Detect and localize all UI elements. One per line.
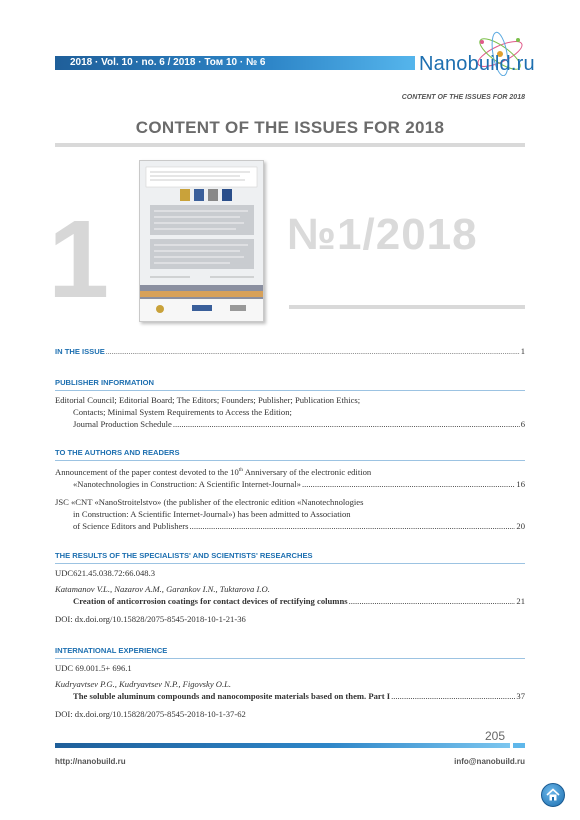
toc-entry-line[interactable] — [55, 478, 525, 490]
cover-artwork — [140, 161, 263, 321]
leader-dots — [106, 347, 520, 356]
article-title-entry[interactable] — [55, 690, 525, 702]
issue-big-number: 1 — [48, 198, 110, 321]
toc-entry-text: of Science Editors and Publishers — [73, 520, 189, 531]
page-ref: 1 — [520, 346, 525, 356]
article-title[interactable]: Creation of anticorrosion coatings for contact devices of rectifying columns — [73, 596, 348, 606]
udc-code: UDC 69.001.5+ 696.1 — [55, 663, 132, 673]
issue-number: №1/2018 — [287, 210, 478, 259]
leader-dots — [302, 478, 515, 490]
toc-in-issue[interactable] — [55, 346, 525, 356]
page-title: CONTENT OF THE ISSUES FOR 2018 — [135, 118, 445, 137]
toc-entry-line[interactable]: Editorial Council; Editorial Board; The Editors; Founders; Publisher; Publication Ethics; — [55, 395, 361, 405]
article-authors: Kudryavtsev P.G., Kudryavtsev N.P., Figovsky O.L. — [55, 679, 232, 689]
leader-dots — [391, 690, 515, 702]
section-heading: PUBLISHER INFORMATION — [55, 378, 154, 387]
toc-entry-line[interactable] — [55, 418, 525, 430]
section-rule — [55, 563, 525, 564]
toc-entry-line[interactable] — [55, 464, 525, 478]
section-heading: INTERNATIONAL EXPERIENCE — [55, 646, 168, 655]
home-button[interactable] — [541, 783, 565, 807]
leader-dots — [349, 595, 516, 607]
page-ref: 21 — [516, 596, 525, 606]
leader-dots — [190, 520, 516, 532]
section-rule — [55, 460, 525, 461]
issue-line: 2018 · Vol. 10 · no. 6 / 2018 · Том 10 · № 6 — [70, 57, 266, 68]
page-ref: 37 — [516, 691, 525, 701]
home-icon — [542, 784, 564, 806]
article-doi[interactable]: DOI: dx.doi.org/10.15828/2075-8545-2018-10-1-21-36 — [55, 614, 246, 624]
article-doi[interactable]: DOI: dx.doi.org/10.15828/2075-8545-2018-10-1-37-62 — [55, 709, 246, 719]
toc-section-publisher — [55, 378, 525, 430]
toc-entry-line[interactable]: in Construction: A Scientific Internet-Journal») has been admitted to Association — [73, 508, 351, 519]
toc-section-authors — [55, 448, 525, 532]
toc-section-international — [55, 646, 525, 720]
leader-dots — [173, 418, 520, 430]
toc-entry-text: «Nanotechnologies in Construction: A Scientific Internet-Journal» — [73, 478, 301, 489]
article-title-entry[interactable] — [55, 595, 525, 607]
toc-section-results — [55, 551, 525, 625]
section-heading: TO THE AUTHORS AND READERS — [55, 448, 180, 457]
section-rule — [55, 658, 525, 659]
issue-rule — [289, 305, 525, 309]
title-rule — [55, 143, 525, 147]
footer-url-link[interactable]: http://nanobuild.ru — [55, 757, 126, 766]
footer-bar — [55, 743, 510, 748]
footer-email-link[interactable]: info@nanobuild.ru — [454, 757, 525, 766]
toc-entry-text: Announcement of the paper contest devoted to the 10 — [55, 466, 239, 477]
article-authors: Katamanov V.L., Nazarov A.M., Garankov I.N., Tuktarova I.O. — [55, 584, 270, 594]
toc-entry-line[interactable]: Contacts; Minimal System Requirements to Access the Edition; — [73, 407, 292, 417]
toc-entry-text: Anniversary of the electronic edition — [243, 466, 372, 477]
toc-entry-line[interactable] — [55, 520, 525, 532]
page-ref: 6 — [520, 419, 525, 429]
page-number: 205 — [485, 729, 506, 743]
udc-code: UDC621.45.038.72:66.048.3 — [55, 568, 156, 578]
page-ref: 20 — [516, 520, 525, 531]
toc-entry-text: Journal Production Schedule — [73, 419, 172, 429]
toc-in-issue-title[interactable]: IN THE ISSUE — [55, 347, 105, 356]
page-ref: 16 — [516, 478, 525, 489]
footer-bar-end — [513, 743, 525, 748]
superscript: th — [238, 467, 244, 473]
journal-cover-image[interactable] — [139, 160, 264, 322]
article-title[interactable]: The soluble aluminum compounds and nanocomposite materials based on them. Part I — [73, 691, 391, 701]
logo-text[interactable]: Nanobuild.ru — [419, 53, 535, 75]
section-caption: CONTENT OF THE ISSUES FOR 2018 — [401, 94, 525, 101]
section-rule — [55, 390, 525, 391]
toc-entry-line[interactable]: JSC «CNT «NanoStroitelstvo» (the publisher of the electronic edition «Nanotechnologies — [55, 496, 364, 507]
section-heading: THE RESULTS OF THE SPECIALISTS' AND SCIENTISTS' RESEARCHES — [55, 551, 313, 560]
